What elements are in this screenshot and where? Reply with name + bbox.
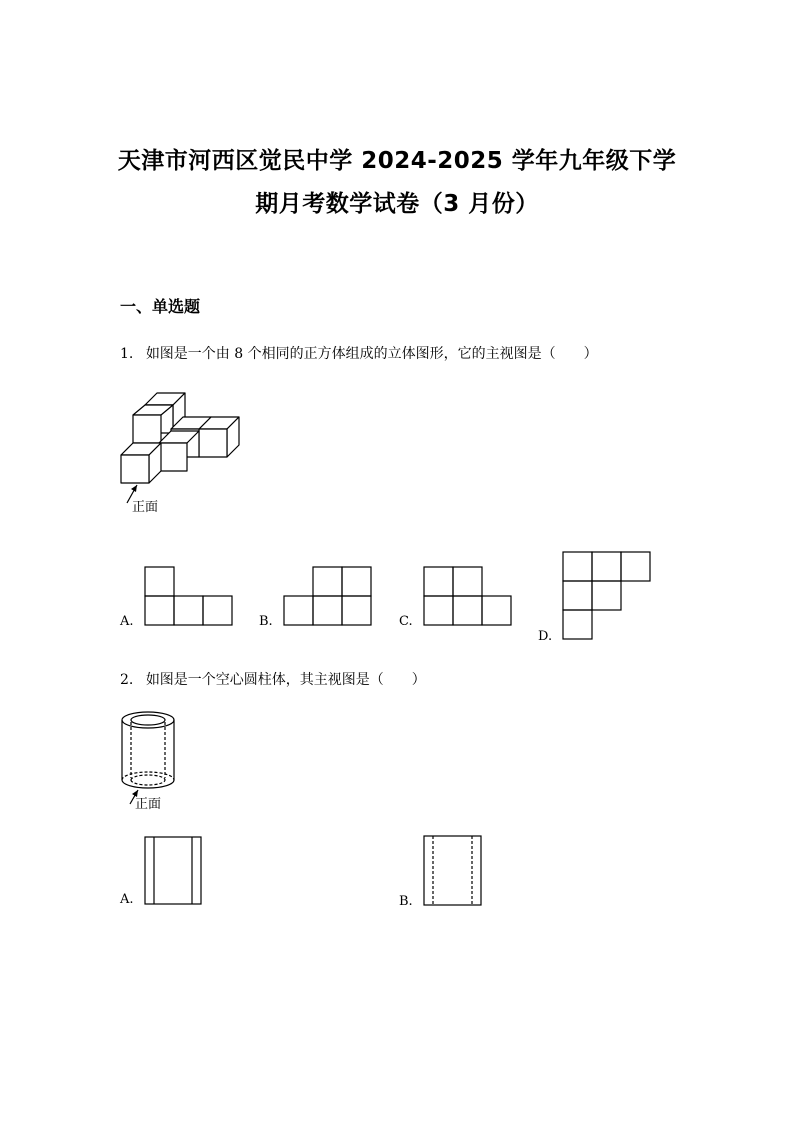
option-c-label[interactable]: C. (399, 614, 413, 629)
section-heading: 一、单选题 (120, 297, 201, 316)
q2-option-b-label[interactable]: B. (399, 894, 413, 909)
question-text: 如图是一个由 8 个相同的正方体组成的立体图形，它的主视图是（ ） (145, 346, 598, 362)
option-d-figure[interactable] (563, 552, 653, 642)
option-a-label[interactable]: A. (120, 614, 134, 629)
page-title-line-2: 期月考数学试卷（3 月份） (255, 191, 539, 217)
q2-option-a-label[interactable]: A. (120, 892, 134, 907)
question-number: 2. (120, 672, 134, 688)
option-d-label[interactable]: D. (538, 629, 553, 644)
question-number: 1. (120, 346, 134, 362)
option-a-figure[interactable] (145, 567, 235, 627)
option-b-label[interactable]: B. (259, 614, 273, 629)
option-c-figure[interactable] (424, 567, 514, 627)
front-view-label-2: 正面 (135, 797, 162, 812)
question-text: 如图是一个空心圆柱体，其主视图是（ ） (145, 672, 426, 688)
cube-stack-figure (115, 385, 245, 495)
front-view-label: 正面 (132, 500, 159, 515)
option-b-figure[interactable] (284, 567, 374, 627)
page-title-line-1: 天津市河西区觉民中学 2024-2025 学年九年级下学 (117, 148, 677, 174)
question-2 (120, 669, 426, 689)
q2-option-a-figure[interactable] (145, 837, 203, 907)
question-1 (120, 343, 598, 363)
q2-option-b-figure[interactable] (424, 836, 484, 908)
